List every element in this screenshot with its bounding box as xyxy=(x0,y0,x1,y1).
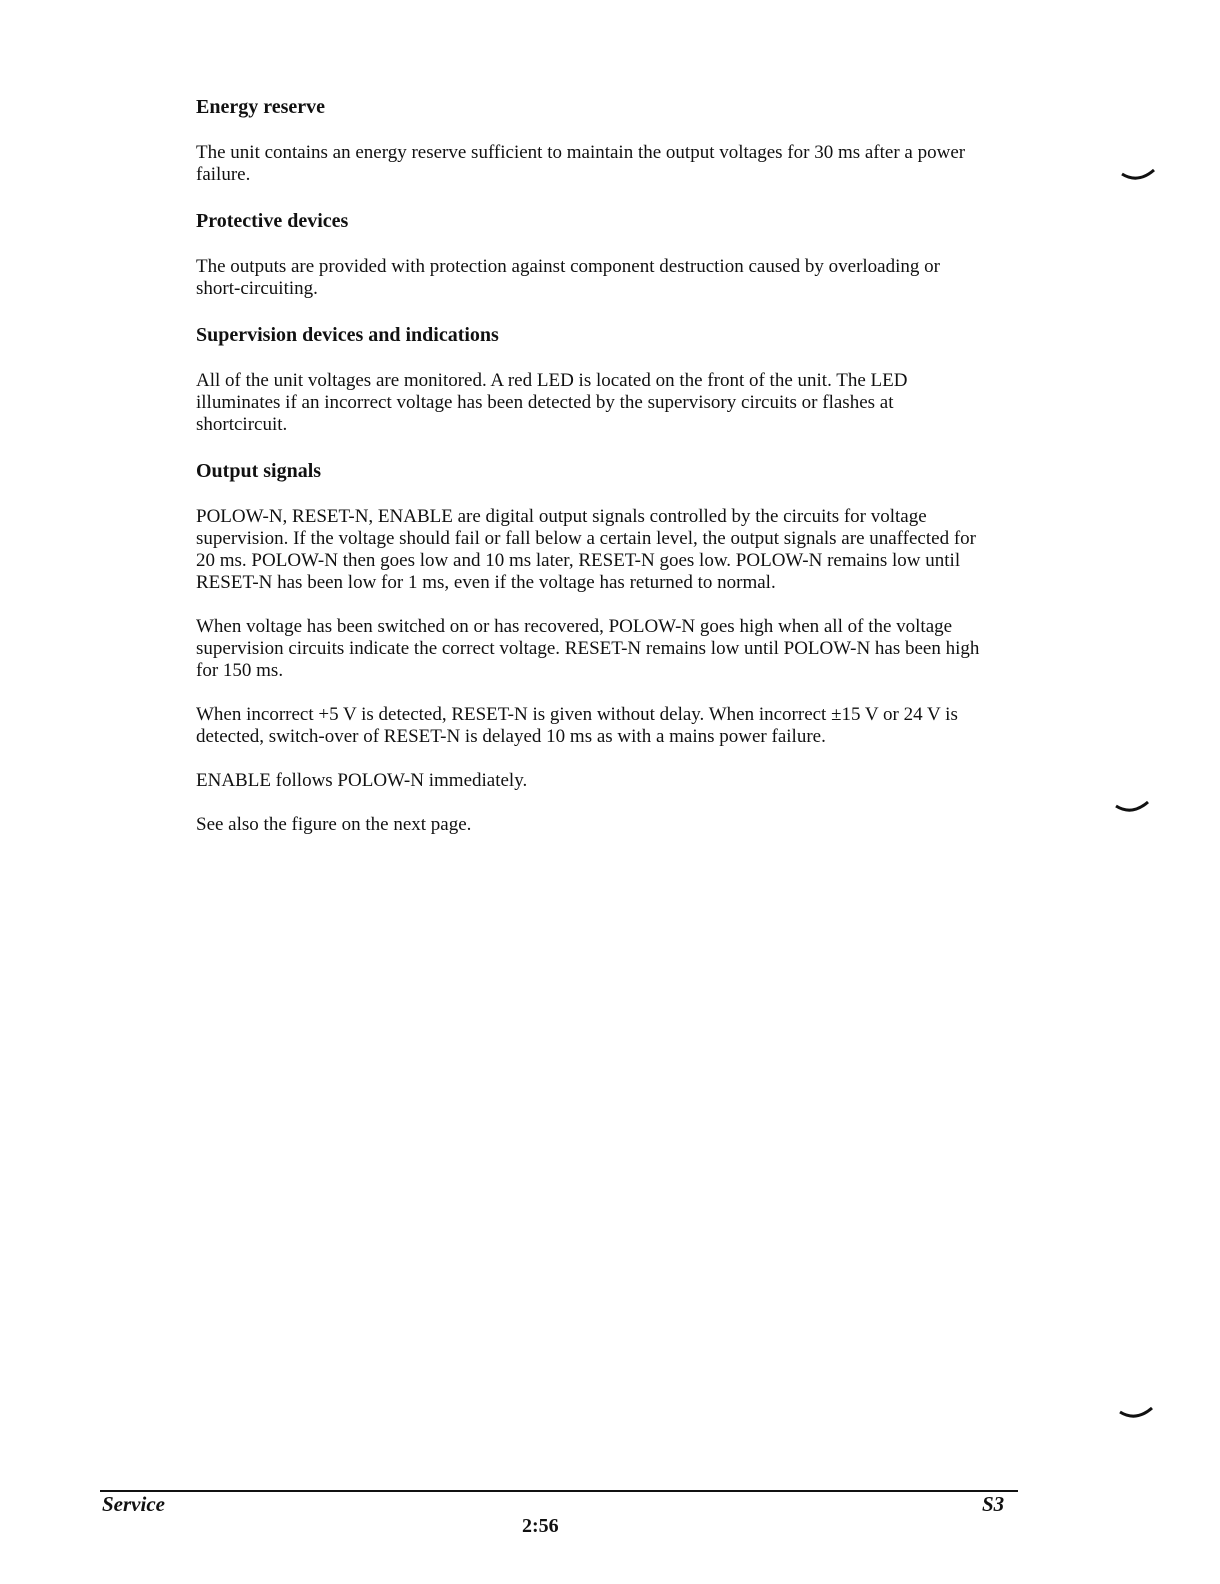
binder-mark-icon xyxy=(1118,1406,1154,1426)
footer-code: S3 xyxy=(982,1492,1005,1516)
section-heading: Output signals xyxy=(196,460,322,482)
section-protective-devices xyxy=(196,208,986,300)
section-heading: Supervision devices and indications xyxy=(196,324,499,346)
section-supervision-devices xyxy=(196,322,986,436)
page-number: 2:56 xyxy=(522,1515,559,1537)
section-heading: Energy reserve xyxy=(196,96,326,118)
binder-mark-icon xyxy=(1114,800,1150,820)
section-paragraph: The outputs are provided with protection against component destruction caused by overloading or short-circuiting. xyxy=(196,256,940,299)
footer-divider xyxy=(100,1490,1018,1492)
section-heading: Protective devices xyxy=(196,210,349,232)
footer-section-label: Service xyxy=(102,1492,165,1516)
closing-note: See also the figure on the next page. xyxy=(196,814,472,835)
section-paragraph: The unit contains an energy reserve sufficient to maintain the output voltages for 30 ms after a power failure. xyxy=(196,142,966,185)
document-body xyxy=(196,94,986,858)
section-paragraph: ENABLE follows POLOW-N immediately. xyxy=(196,770,528,791)
section-paragraph: POLOW-N, RESET-N, ENABLE are digital output signals controlled by the circuits for voltage supervision. If the voltage should fail or fall below a certain level, the output signals are unaffected for 20 ms. POLOW-N then goes low and 10 ms later, RESET-N goes low. POLOW-N remains low until RESET-N has been low for 1 ms, even if the voltage has returned to normal. xyxy=(196,506,976,593)
section-output-signals xyxy=(196,458,986,792)
section-paragraph: When incorrect +5 V is detected, RESET-N is given without delay. When incorrect ±15 V or 24 V is detected, switch-over of RESET-N is delayed 10 ms as with a mains power failure. xyxy=(196,704,958,747)
section-paragraph: When voltage has been switched on or has recovered, POLOW-N goes high when all of the voltage supervision circuits indicate the correct voltage. RESET-N remains low until POLOW-N has been high for 150 ms. xyxy=(196,616,980,681)
binder-mark-icon xyxy=(1120,168,1156,188)
section-paragraph: All of the unit voltages are monitored. A red LED is located on the front of the unit. The LED illuminates if an incorrect voltage has been detected by the supervisory circuits or flashes at shortcircuit. xyxy=(196,370,908,435)
section-energy-reserve xyxy=(196,94,986,186)
